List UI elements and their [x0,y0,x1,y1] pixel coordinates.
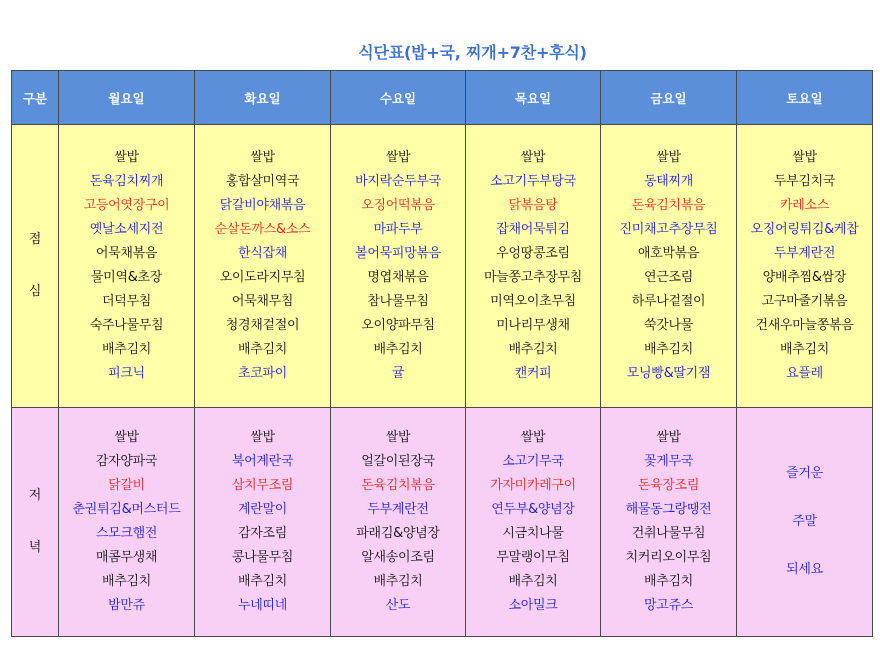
menu-item: 애호박볶음 [637,246,700,261]
menu-item: 스모크햄전 [95,526,158,541]
menu-item: 산도 [385,598,411,613]
header-wednesday: 수요일 [331,71,466,125]
menu-item: 배추김치 [373,574,423,589]
day-cell [195,408,331,637]
menu-item: 누네띠네 [237,598,288,613]
day-cell [737,408,873,637]
menu-item: 쌀밥 [250,430,275,445]
menu-item: 참나물무침 [367,294,429,309]
day-cell [466,408,601,637]
menu-item: 잡채어묵튀김 [496,222,570,237]
menu-item: 오징어떡볶음 [361,198,435,213]
menu-item: 마늘쫑고추장무침 [483,270,583,285]
menu-item: 돈육김치볶음 [361,478,435,493]
menu-item: 즐거운 [786,466,823,481]
menu-list [601,146,736,386]
meal-label-char: 점 [28,232,42,247]
menu-item: 매콤무생채 [95,550,158,565]
menu-item: 시금치나물 [502,526,564,541]
menu-list [466,426,600,618]
lunch-row [12,125,873,408]
header-category: 구분 [12,71,59,125]
menu-item: 쌀밥 [385,150,411,165]
menu-item: 쌀밥 [114,430,139,445]
menu-item: 쌀밥 [385,430,411,445]
meal-label [12,408,59,637]
menu-item: 미역오이초무침 [490,294,576,309]
meal-table [11,70,873,637]
menu-item: 춘권튀김&머스터드 [72,502,181,517]
meal-label-char: 녁 [28,540,42,555]
menu-item: 모닝빵&딸기잼 [626,366,711,381]
menu-list [466,146,600,386]
menu-item: 소고기무국 [502,454,564,469]
menu-item: 초코파이 [237,366,288,381]
menu-item: 배추김치 [508,574,558,589]
menu-item: 돈육김치찌개 [89,174,164,189]
day-cell [59,125,195,408]
header-row [12,71,873,125]
menu-item: 한식잡채 [237,246,288,261]
meal-label-char: 심 [28,284,42,299]
menu-item: 마파두부 [373,222,423,237]
menu-item: 하루나겉절이 [631,294,706,309]
menu-item: 두부계란전 [773,246,836,261]
menu-item: 배추김치 [508,342,558,357]
menu-item: 양배추찜&쌈장 [762,270,847,285]
menu-item: 소고기두부탕국 [490,174,576,189]
menu-list [59,426,194,618]
menu-item: 건취나물무침 [631,526,706,541]
day-cell [601,125,737,408]
menu-item: 오징어링튀김&케찹 [750,222,859,237]
menu-item: 숙주나물무침 [89,318,164,333]
menu-item: 밤만쥬 [108,598,145,613]
day-cell [737,125,873,408]
menu-item: 닭볶음탕 [508,198,558,213]
menu-item: 콩나물무침 [231,550,294,565]
day-cell [331,125,466,408]
menu-list [737,146,872,386]
menu-item: 청경채겉절이 [225,318,300,333]
menu-list [195,426,330,618]
header-monday: 월요일 [59,71,195,125]
menu-item: 연근조림 [643,270,694,285]
menu-item: 알새송이조림 [361,550,435,565]
header-saturday: 토요일 [737,71,873,125]
page-title: 식단표(밥+국, 찌개+7찬+후식) [358,43,587,62]
menu-item: 카레소스 [779,198,830,213]
menu-item: 요플레 [786,366,823,381]
menu-item: 쌀밥 [520,150,546,165]
menu-item: 쌀밥 [114,150,139,165]
menu-item: 명엽채볶음 [367,270,429,285]
menu-item: 배추김치 [237,342,288,357]
header-thursday: 목요일 [466,71,601,125]
menu-item: 쑥갓나물 [643,318,694,333]
menu-item: 순살돈까스&소스 [214,222,311,237]
menu-list [331,146,465,386]
menu-item: 동태찌개 [643,174,694,189]
menu-item: 두부김치국 [773,174,836,189]
menu-item: 볼어묵피망볶음 [355,246,441,261]
menu-item: 배추김치 [779,342,830,357]
day-cell [59,408,195,637]
menu-item: 귤 [391,366,405,381]
menu-item: 쌀밥 [250,150,275,165]
menu-item: 배추김치 [643,342,694,357]
menu-item: 파래김&양념장 [356,526,440,541]
menu-item: 건새우마늘쫑볶음 [755,318,854,333]
menu-item: 가자미카레구이 [490,478,576,493]
menu-item: 얼갈이된장국 [361,454,435,469]
menu-item: 무말랭이무침 [496,550,570,565]
menu-item: 돈육김치볶음 [631,198,706,213]
menu-item: 어묵채무침 [231,294,294,309]
day-cell [466,125,601,408]
menu-item: 되세요 [786,562,823,577]
menu-item: 북어계란국 [231,454,294,469]
menu-item: 감자조림 [237,526,288,541]
menu-item: 돈육장조림 [637,478,700,493]
menu-item: 닭갈비 [108,478,145,493]
menu-item: 물미역&초장 [90,270,163,285]
menu-item: 꽃게무국 [643,454,694,469]
menu-item: 쌀밥 [520,430,546,445]
menu-list [601,426,736,618]
menu-item: 쌀밥 [792,150,817,165]
menu-item: 오이양파무침 [361,318,435,333]
menu-item: 계란말이 [237,502,288,517]
menu-item: 고등어엿장구이 [83,198,170,213]
day-cell [601,408,737,637]
menu-list [195,146,330,386]
menu-item: 망고쥬스 [643,598,694,613]
menu-item: 쌀밥 [656,150,681,165]
menu-item: 연두부&양념장 [491,502,575,517]
menu-item: 두부계란전 [367,502,429,517]
menu-item: 더덕무침 [101,294,152,309]
menu-item: 어묵채볶음 [95,246,158,261]
menu-item: 배추김치 [643,574,694,589]
menu-item: 배추김치 [101,574,152,589]
menu-item: 해물동그랑땡전 [625,502,712,517]
menu-list [331,426,465,618]
menu-item: 배추김치 [373,342,423,357]
menu-item: 진미채고추장무침 [619,222,718,237]
header-friday: 금요일 [601,71,737,125]
menu-item: 소아밀크 [508,598,558,613]
menu-list [737,450,872,594]
meal-label [12,125,59,408]
menu-list [59,146,194,386]
meal-label-char: 저 [28,488,42,503]
menu-item: 닭갈비야채볶음 [219,198,306,213]
menu-item: 옛날소세지전 [89,222,164,237]
dinner-row [12,408,873,637]
menu-item: 피크닉 [108,366,145,381]
menu-item: 홍합살미역국 [225,174,300,189]
header-tuesday: 화요일 [195,71,331,125]
day-cell [331,408,466,637]
menu-item: 삼치무조림 [231,478,294,493]
menu-item: 고구마줄기볶음 [761,294,848,309]
menu-item: 배추김치 [101,342,152,357]
menu-item: 바지락순두부국 [355,174,441,189]
menu-item: 치커리오이무침 [625,550,712,565]
menu-item: 캔커피 [514,366,552,381]
menu-item: 우엉땅콩조림 [496,246,570,261]
menu-item: 미나리무생채 [496,318,570,333]
menu-item: 쌀밥 [656,430,681,445]
menu-item: 주말 [792,514,817,529]
menu-item: 배추김치 [237,574,288,589]
menu-item: 감자양파국 [95,454,158,469]
menu-item: 오이도라지무침 [219,270,306,285]
day-cell [195,125,331,408]
